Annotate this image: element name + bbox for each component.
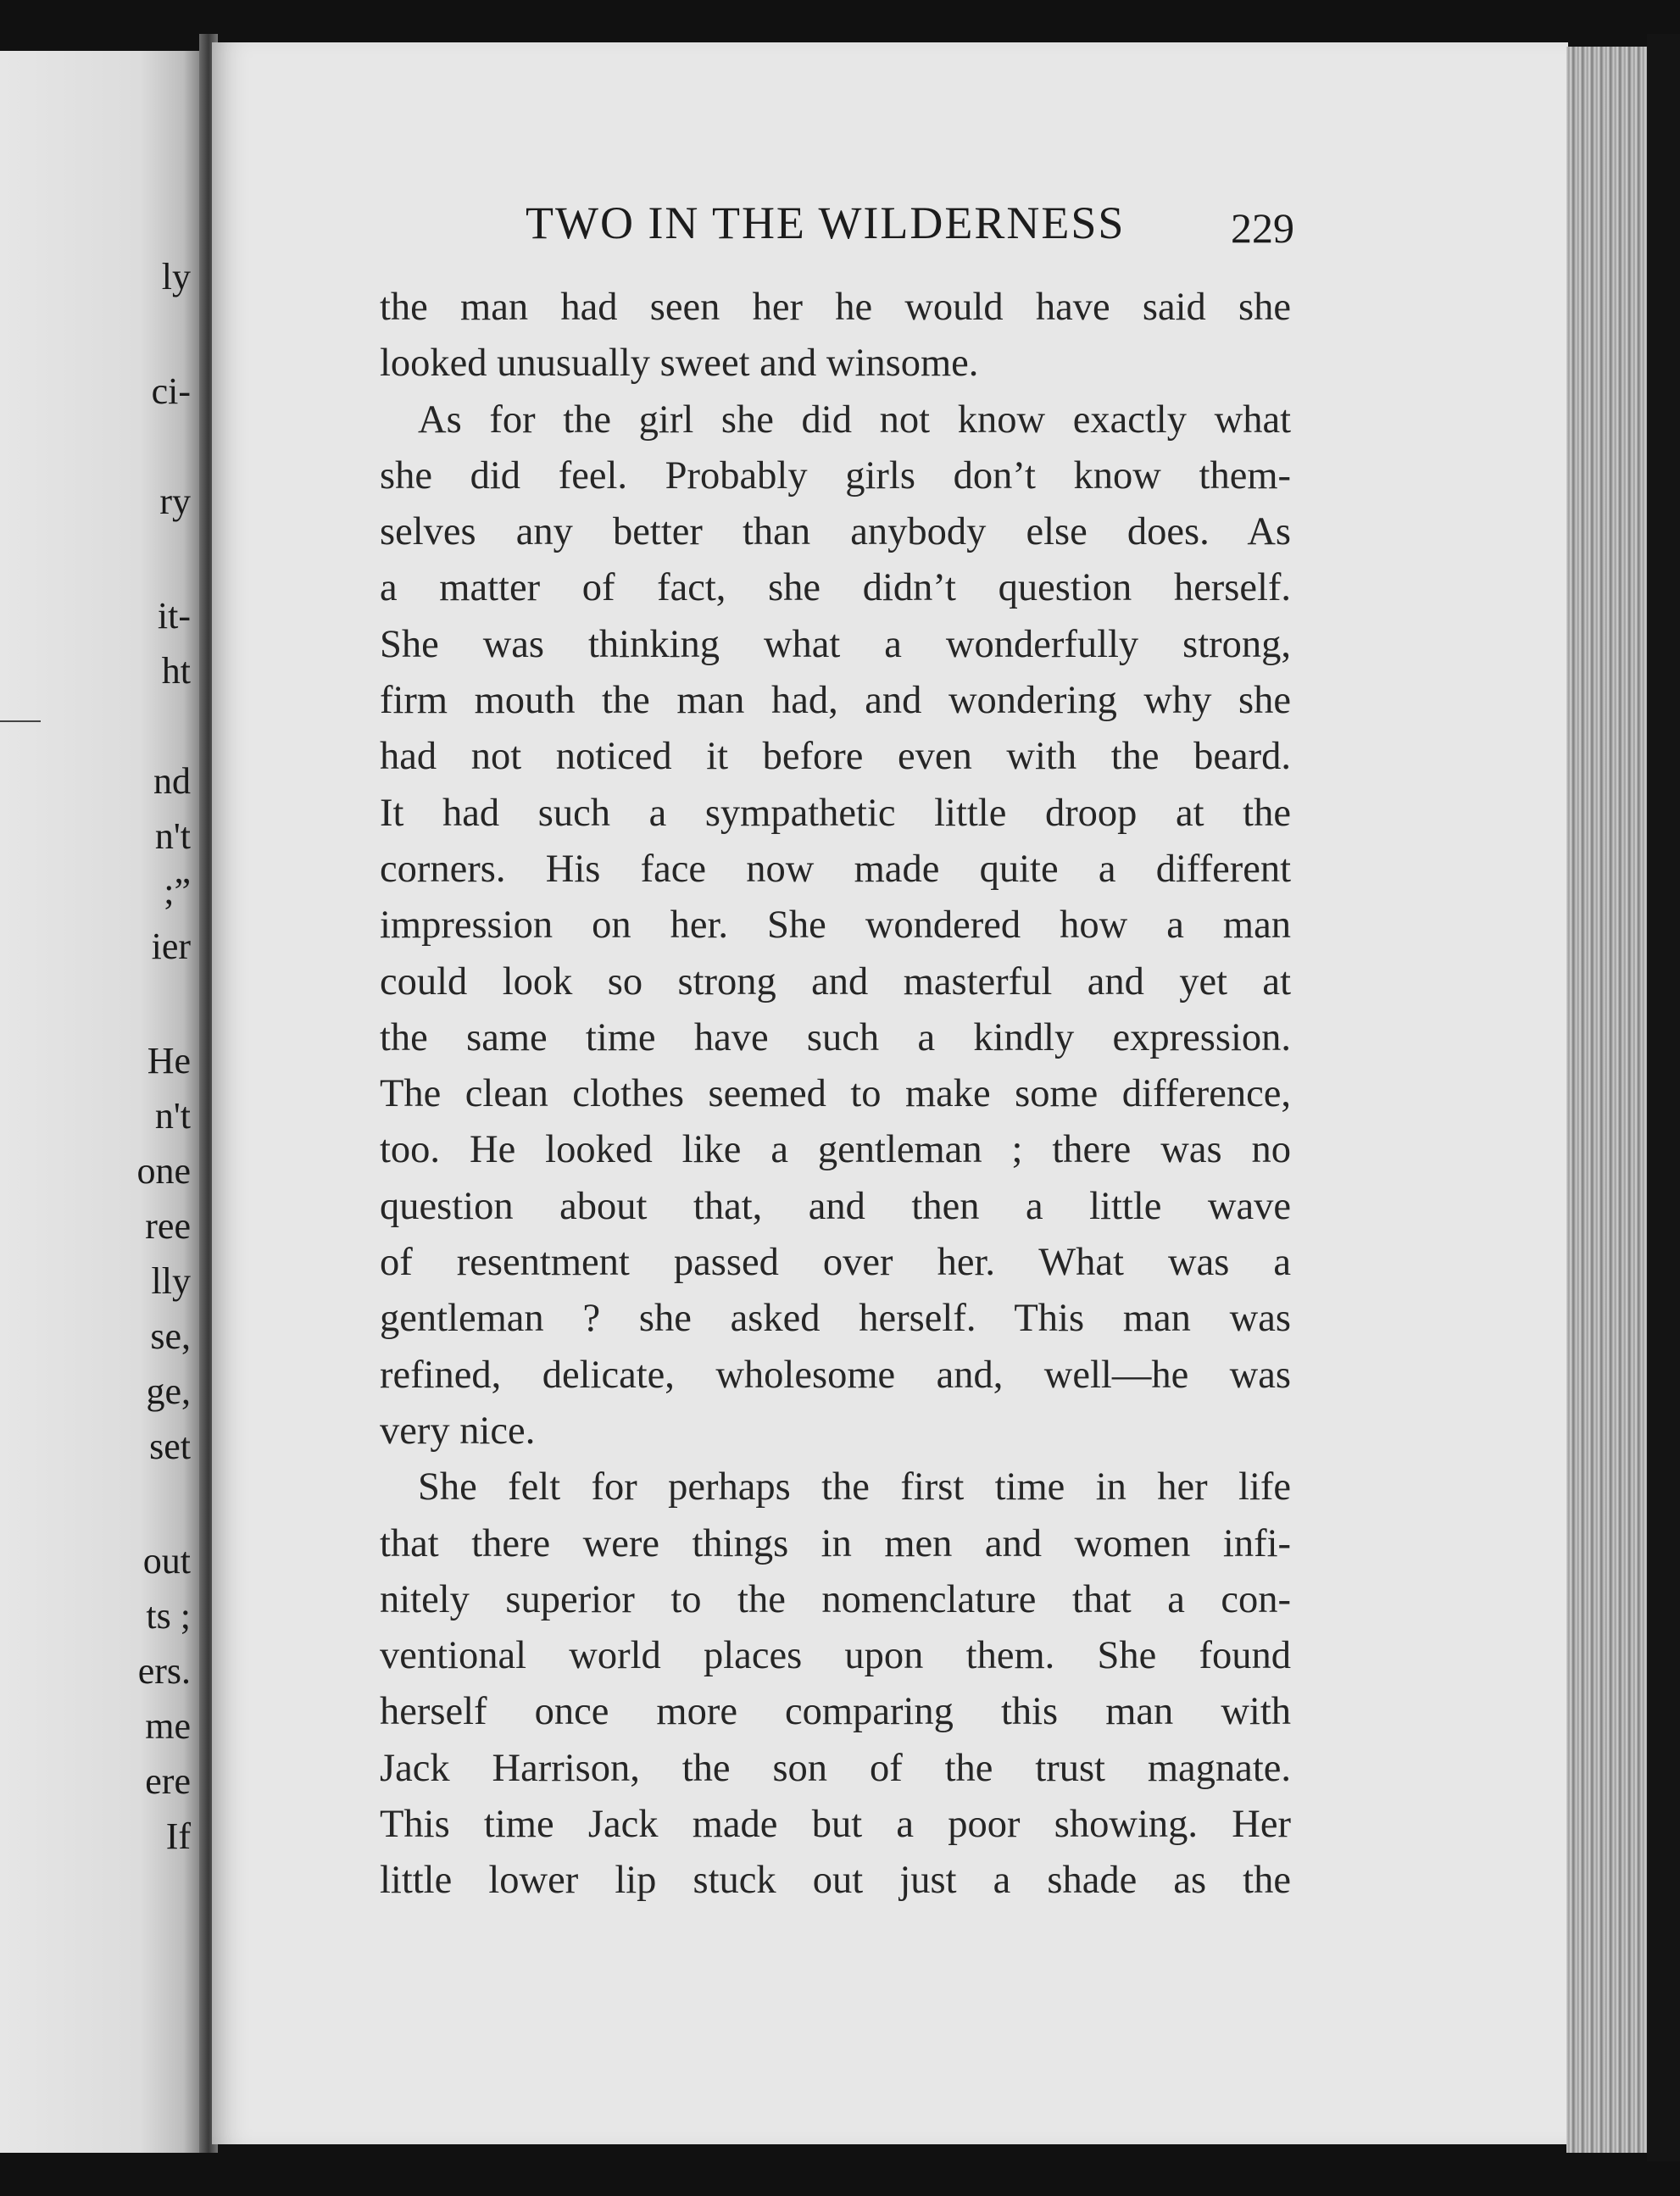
left-page-fragment: If <box>165 1815 191 1857</box>
text-line: of resentment passed over her. What was a <box>380 1241 1291 1285</box>
text-line: the same time have such a kindly expression. <box>380 1015 1291 1059</box>
page-edge-stack <box>1566 47 1647 2153</box>
left-page-fragment: ly <box>161 256 191 297</box>
left-page-fragment: He <box>147 1040 191 1081</box>
text-line: a matter of fact, she didn’t question herself. <box>380 566 1291 610</box>
body-text <box>380 280 1291 1910</box>
left-page-fragment: n't <box>154 1095 191 1137</box>
left-page-fragment: ier <box>151 926 191 967</box>
text-line: ventional world places upon them. She found <box>380 1634 1291 1678</box>
text-line: she did feel. Probably girls don’t know them- <box>380 453 1291 498</box>
left-page-fragment: ge, <box>146 1370 191 1412</box>
left-page-rule <box>0 720 41 722</box>
text-line: gentleman ? she asked herself. This man was <box>380 1297 1291 1341</box>
text-line: She was thinking what a wonderfully strong, <box>380 622 1291 666</box>
left-page-fragment: se, <box>150 1315 191 1357</box>
left-facing-page <box>0 51 199 2153</box>
left-page-fragment: ht <box>161 650 191 692</box>
left-page-fragment: ts ; <box>146 1595 191 1637</box>
text-line: corners. His face now made quite a different <box>380 847 1291 891</box>
text-line: Jack Harrison, the son of the trust magnate. <box>380 1746 1291 1790</box>
left-page-fragment: me <box>145 1705 191 1747</box>
left-page-fragment: ers. <box>137 1650 191 1692</box>
left-page-fragment: one <box>136 1150 191 1192</box>
left-page-fragment: set <box>149 1426 191 1467</box>
text-line: impression on her. She wondered how a man <box>380 903 1291 948</box>
text-line: question about that, and then a little wave <box>380 1184 1291 1228</box>
running-head: TWO IN THE WILDERNESS <box>526 197 1126 248</box>
text-line: had not noticed it before even with the beard. <box>380 735 1291 779</box>
text-line: The clean clothes seemed to make some difference, <box>380 1072 1291 1116</box>
text-line: that there were things in men and women infi- <box>380 1521 1291 1565</box>
left-page-fragment: nd <box>153 760 191 802</box>
left-page-fragment: ci- <box>151 370 191 412</box>
text-line: little lower lip stuck out just a shade as the <box>380 1859 1291 1903</box>
left-page-fragment: out <box>142 1540 191 1582</box>
text-line: This time Jack made but a poor showing. Her <box>380 1803 1291 1847</box>
left-page-fragment: ree <box>145 1205 191 1247</box>
left-page-fragment: it- <box>157 595 191 637</box>
text-line: could look so strong and masterful and yet at <box>380 959 1291 1003</box>
left-page-fragment: ere <box>145 1760 191 1802</box>
left-page-fragment: ry <box>159 481 191 522</box>
text-line: firm mouth the man had, and wondering why she <box>380 679 1291 723</box>
text-line: too. He looked like a gentleman ; there was no <box>380 1128 1291 1172</box>
text-line: very nice. <box>380 1409 536 1453</box>
text-line: nitely superior to the nomenclature that a con- <box>380 1577 1291 1621</box>
text-line: She felt for perhaps the first time in her life <box>418 1465 1291 1509</box>
background-edge <box>1647 34 1680 2161</box>
text-line: refined, delicate, wholesome and, well—he was <box>380 1353 1291 1397</box>
left-page-fragment: n't <box>154 815 191 857</box>
text-line: herself once more comparing this man with <box>380 1690 1291 1734</box>
text-line: looked unusually sweet and winsome. <box>380 342 979 386</box>
left-page-fragment: lly <box>151 1260 191 1302</box>
left-page-fragment: ;” <box>164 870 191 912</box>
text-line: selves any better than anybody else does. As <box>380 510 1291 554</box>
text-line: the man had seen her he would have said she <box>380 286 1291 329</box>
text-line: As for the girl she did not know exactly what <box>418 398 1291 442</box>
text-line: It had such a sympathetic little droop at the <box>380 791 1291 835</box>
page-number: 229 <box>1231 204 1294 252</box>
